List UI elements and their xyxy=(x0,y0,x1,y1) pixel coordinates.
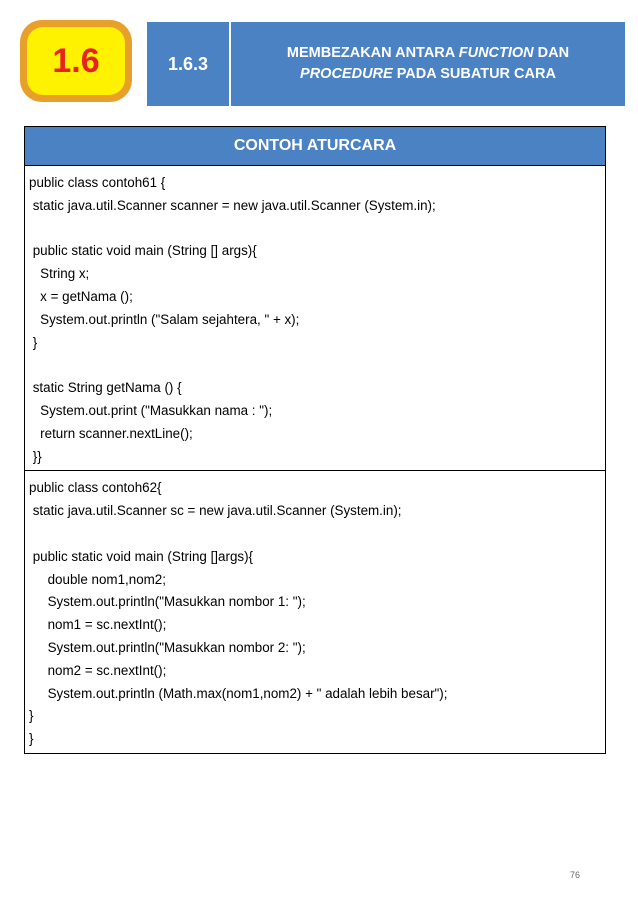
code-line: System.out.println (Math.max(nom1,nom2) + " adalah lebih besar"); xyxy=(29,685,448,701)
code-line: String x; xyxy=(29,266,90,282)
program1-cell xyxy=(25,166,606,471)
code-line: System.out.print ("Masukkan nama : "); xyxy=(29,402,273,418)
code-line: static String getNama () { xyxy=(29,380,182,396)
code-line: public class contoh61 { xyxy=(29,175,166,190)
code-line: x = getNama (); xyxy=(29,288,133,304)
code-line: public class contoh62{ xyxy=(29,480,162,496)
code-line xyxy=(29,523,601,546)
section-header-bar xyxy=(147,22,625,106)
code-line: nom1 = sc.nextInt(); xyxy=(29,617,167,633)
section-title xyxy=(231,22,625,106)
section-title-line1 xyxy=(287,43,569,64)
code-line: } xyxy=(29,708,34,724)
code-line xyxy=(29,218,601,241)
title-line1-pre: MEMBEZAKAN ANTARA xyxy=(286,45,459,61)
title-line2-emphasis: PROCEDURE xyxy=(300,66,393,82)
code-line: System.out.println("Masukkan nombor 2: "); xyxy=(29,639,306,655)
page-number: 76 xyxy=(570,870,581,880)
chapter-badge-inner xyxy=(27,27,125,95)
code-line: public static void main (String []args){ xyxy=(29,548,254,564)
code-line: static java.util.Scanner scanner = new java.util.Scanner (System.in); xyxy=(29,197,436,213)
code-line: static java.util.Scanner sc = new java.util.Scanner (System.in); xyxy=(29,503,402,519)
chapter-badge xyxy=(20,20,132,102)
section-number: 1.6.3 xyxy=(147,22,231,106)
title-line1-emphasis: FUNCTION xyxy=(458,45,534,61)
code-line: nom2 = sc.nextInt(); xyxy=(29,662,167,678)
code-line: double nom1,nom2; xyxy=(29,571,166,587)
code-line: return scanner.nextLine(); xyxy=(29,425,193,441)
table-header-row xyxy=(25,127,606,166)
code-line: System.out.println("Masukkan nombor 1: "); xyxy=(29,594,306,610)
program2-cell xyxy=(25,471,606,754)
table-row xyxy=(25,166,606,471)
title-line2-post: PADA SUBATUR CARA xyxy=(392,66,556,82)
table-heading: CONTOH ATURCARA xyxy=(25,127,606,166)
code-line: }} xyxy=(29,448,42,464)
code-line: } xyxy=(29,334,38,350)
title-line1-post: DAN xyxy=(533,45,570,61)
chapter-number: 1.6 xyxy=(52,41,100,80)
table-row xyxy=(25,471,606,754)
code-line xyxy=(29,354,601,377)
code-example-table xyxy=(24,126,606,754)
code-line: System.out.println ("Salam sejahtera, " + x); xyxy=(29,311,300,327)
code-line: public static void main (String [] args){ xyxy=(29,243,257,259)
code-line: } xyxy=(29,731,34,747)
section-title-line2 xyxy=(300,64,556,85)
